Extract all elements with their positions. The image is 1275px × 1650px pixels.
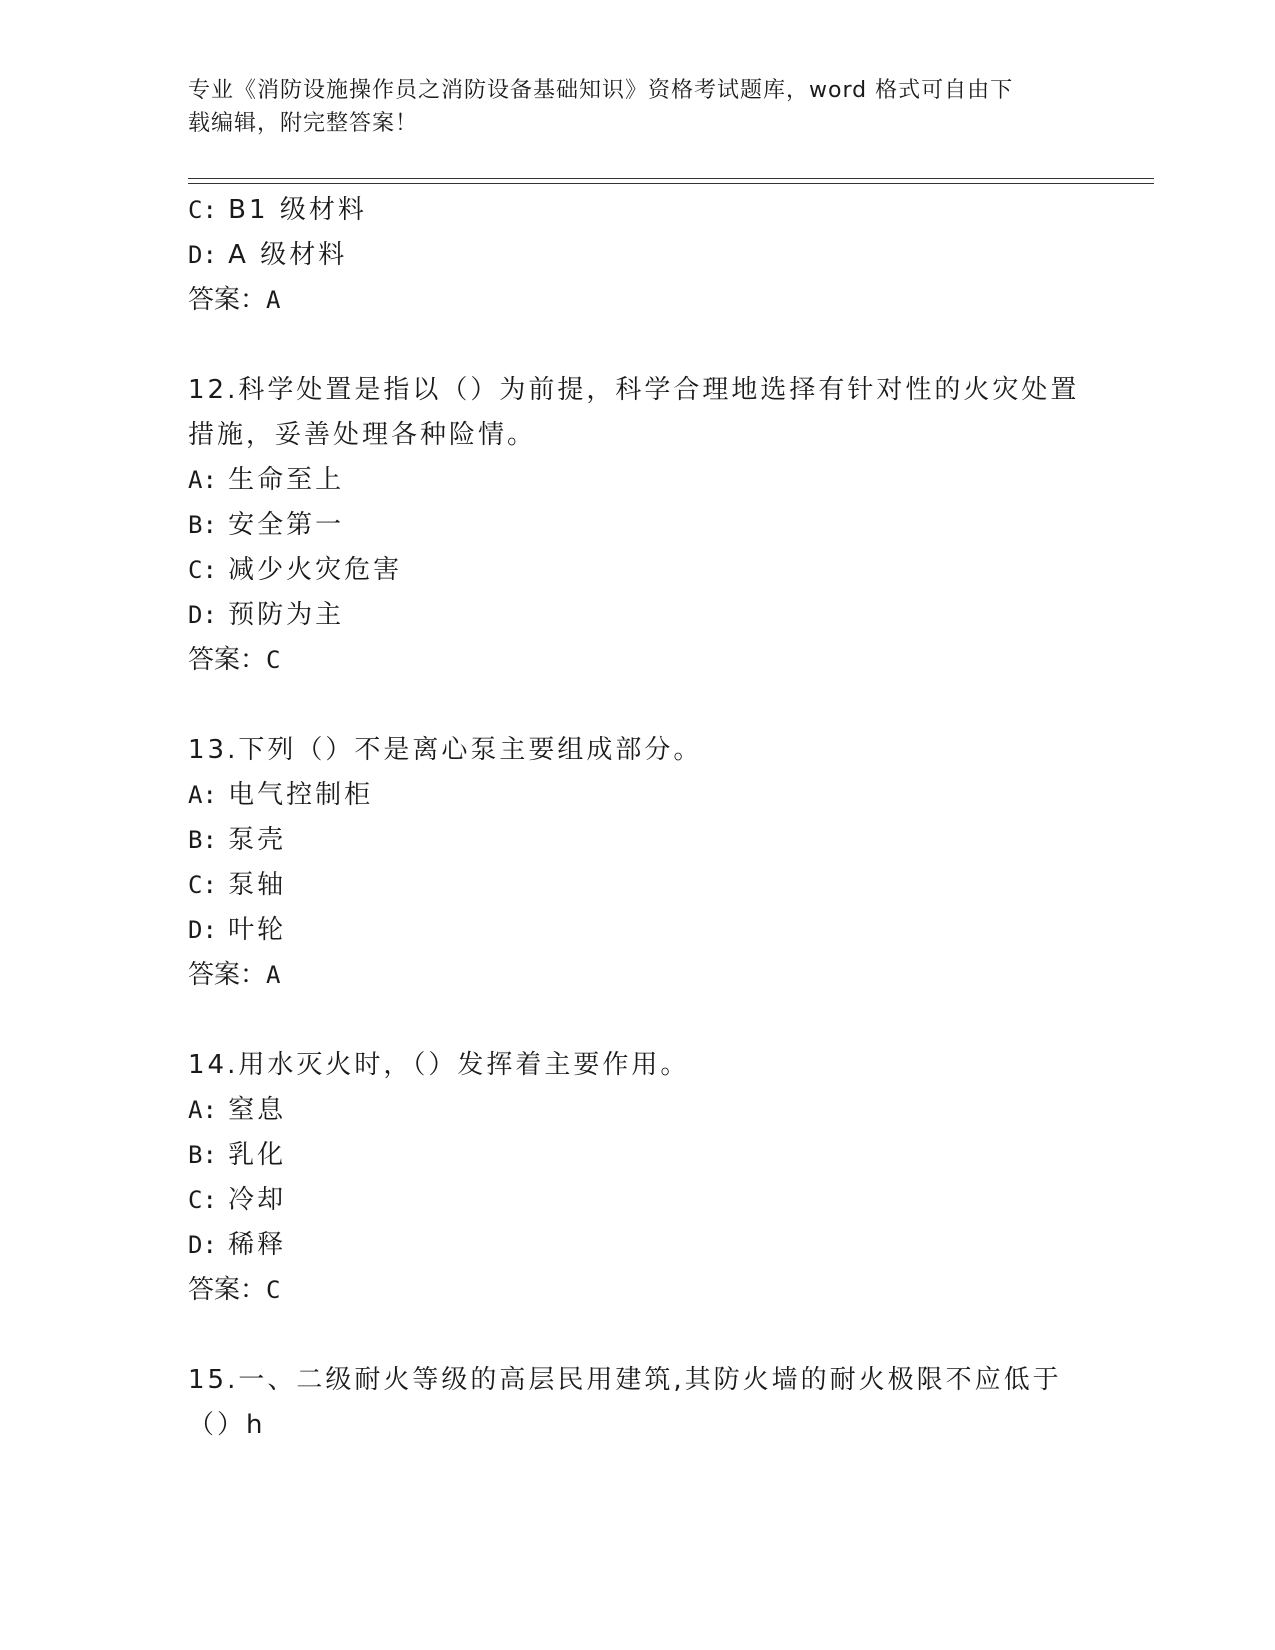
- option-letter: B:: [188, 511, 217, 539]
- option-line: [188, 915, 286, 945]
- document-header: [188, 74, 1088, 140]
- option-text: 减少火灾危害: [228, 555, 403, 585]
- question-stem: 12.科学处置是指以（）为前提，科学合理地选择有针对性的火灾处置: [188, 375, 1080, 405]
- header-rule-bottom: [188, 183, 1154, 184]
- option-line: [188, 195, 367, 225]
- option-letter: D:: [188, 916, 217, 944]
- option-line: [188, 870, 286, 900]
- option-letter: A:: [188, 466, 217, 494]
- answer-line: [188, 645, 280, 675]
- option-letter: C:: [188, 196, 217, 224]
- option-letter: D:: [188, 241, 217, 269]
- question-stem: 15.一、二级耐火等级的高层民用建筑,其防火墙的耐火极限不应低于: [188, 1365, 1062, 1395]
- answer-line: [188, 1275, 280, 1305]
- option-line: [188, 1185, 286, 1215]
- option-letter: D:: [188, 1231, 217, 1259]
- option-line: [188, 510, 344, 540]
- option-line: [188, 555, 402, 585]
- answer-line: [188, 960, 280, 990]
- option-text: 窒息: [228, 1095, 287, 1125]
- option-text: 电气控制柜: [228, 780, 374, 810]
- option-text: 乳化: [228, 1140, 287, 1170]
- option-text: 生命至上: [228, 465, 345, 495]
- option-line: [188, 1230, 286, 1260]
- option-line: [188, 780, 373, 810]
- answer-value: C: [266, 646, 281, 674]
- answer-value: A: [266, 961, 281, 989]
- question-stem: 措施，妥善处理各种险情。: [188, 420, 537, 450]
- option-letter: A:: [188, 781, 217, 809]
- option-line: [188, 240, 347, 270]
- header-line-1: 专业《消防设施操作员之消防设备基础知识》资格考试题库，word 格式可自由下: [188, 78, 1014, 103]
- option-text: B1 级材料: [228, 195, 367, 225]
- question-stem: （）h: [188, 1410, 266, 1440]
- option-text: A 级材料: [228, 240, 348, 270]
- answer-label: 答案：: [188, 960, 267, 990]
- answer-value: A: [266, 286, 281, 314]
- option-line: [188, 825, 286, 855]
- header-rule-top: [188, 178, 1154, 179]
- option-letter: B:: [188, 1141, 217, 1169]
- header-line-2: 载编辑，附完整答案！: [188, 111, 419, 136]
- answer-label: 答案：: [188, 1275, 267, 1305]
- option-letter: C:: [188, 871, 217, 899]
- option-text: 泵轴: [228, 870, 287, 900]
- option-text: 预防为主: [228, 600, 345, 630]
- option-letter: D:: [188, 601, 217, 629]
- option-text: 稀释: [228, 1230, 287, 1260]
- question-stem: 14.用水灭火时，（）发挥着主要作用。: [188, 1050, 690, 1080]
- answer-label: 答案：: [188, 645, 267, 675]
- option-line: [188, 600, 344, 630]
- option-letter: A:: [188, 1096, 217, 1124]
- option-letter: C:: [188, 556, 217, 584]
- option-letter: C:: [188, 1186, 217, 1214]
- option-line: [188, 1095, 286, 1125]
- option-letter: B:: [188, 826, 217, 854]
- option-text: 冷却: [228, 1185, 287, 1215]
- answer-value: C: [266, 1276, 281, 1304]
- option-line: [188, 465, 344, 495]
- option-text: 安全第一: [228, 510, 345, 540]
- answer-line: [188, 285, 280, 315]
- option-text: 叶轮: [228, 915, 287, 945]
- option-text: 泵壳: [228, 825, 287, 855]
- answer-label: 答案：: [188, 285, 267, 315]
- question-stem: 13.下列（）不是离心泵主要组成部分。: [188, 735, 703, 765]
- option-line: [188, 1140, 286, 1170]
